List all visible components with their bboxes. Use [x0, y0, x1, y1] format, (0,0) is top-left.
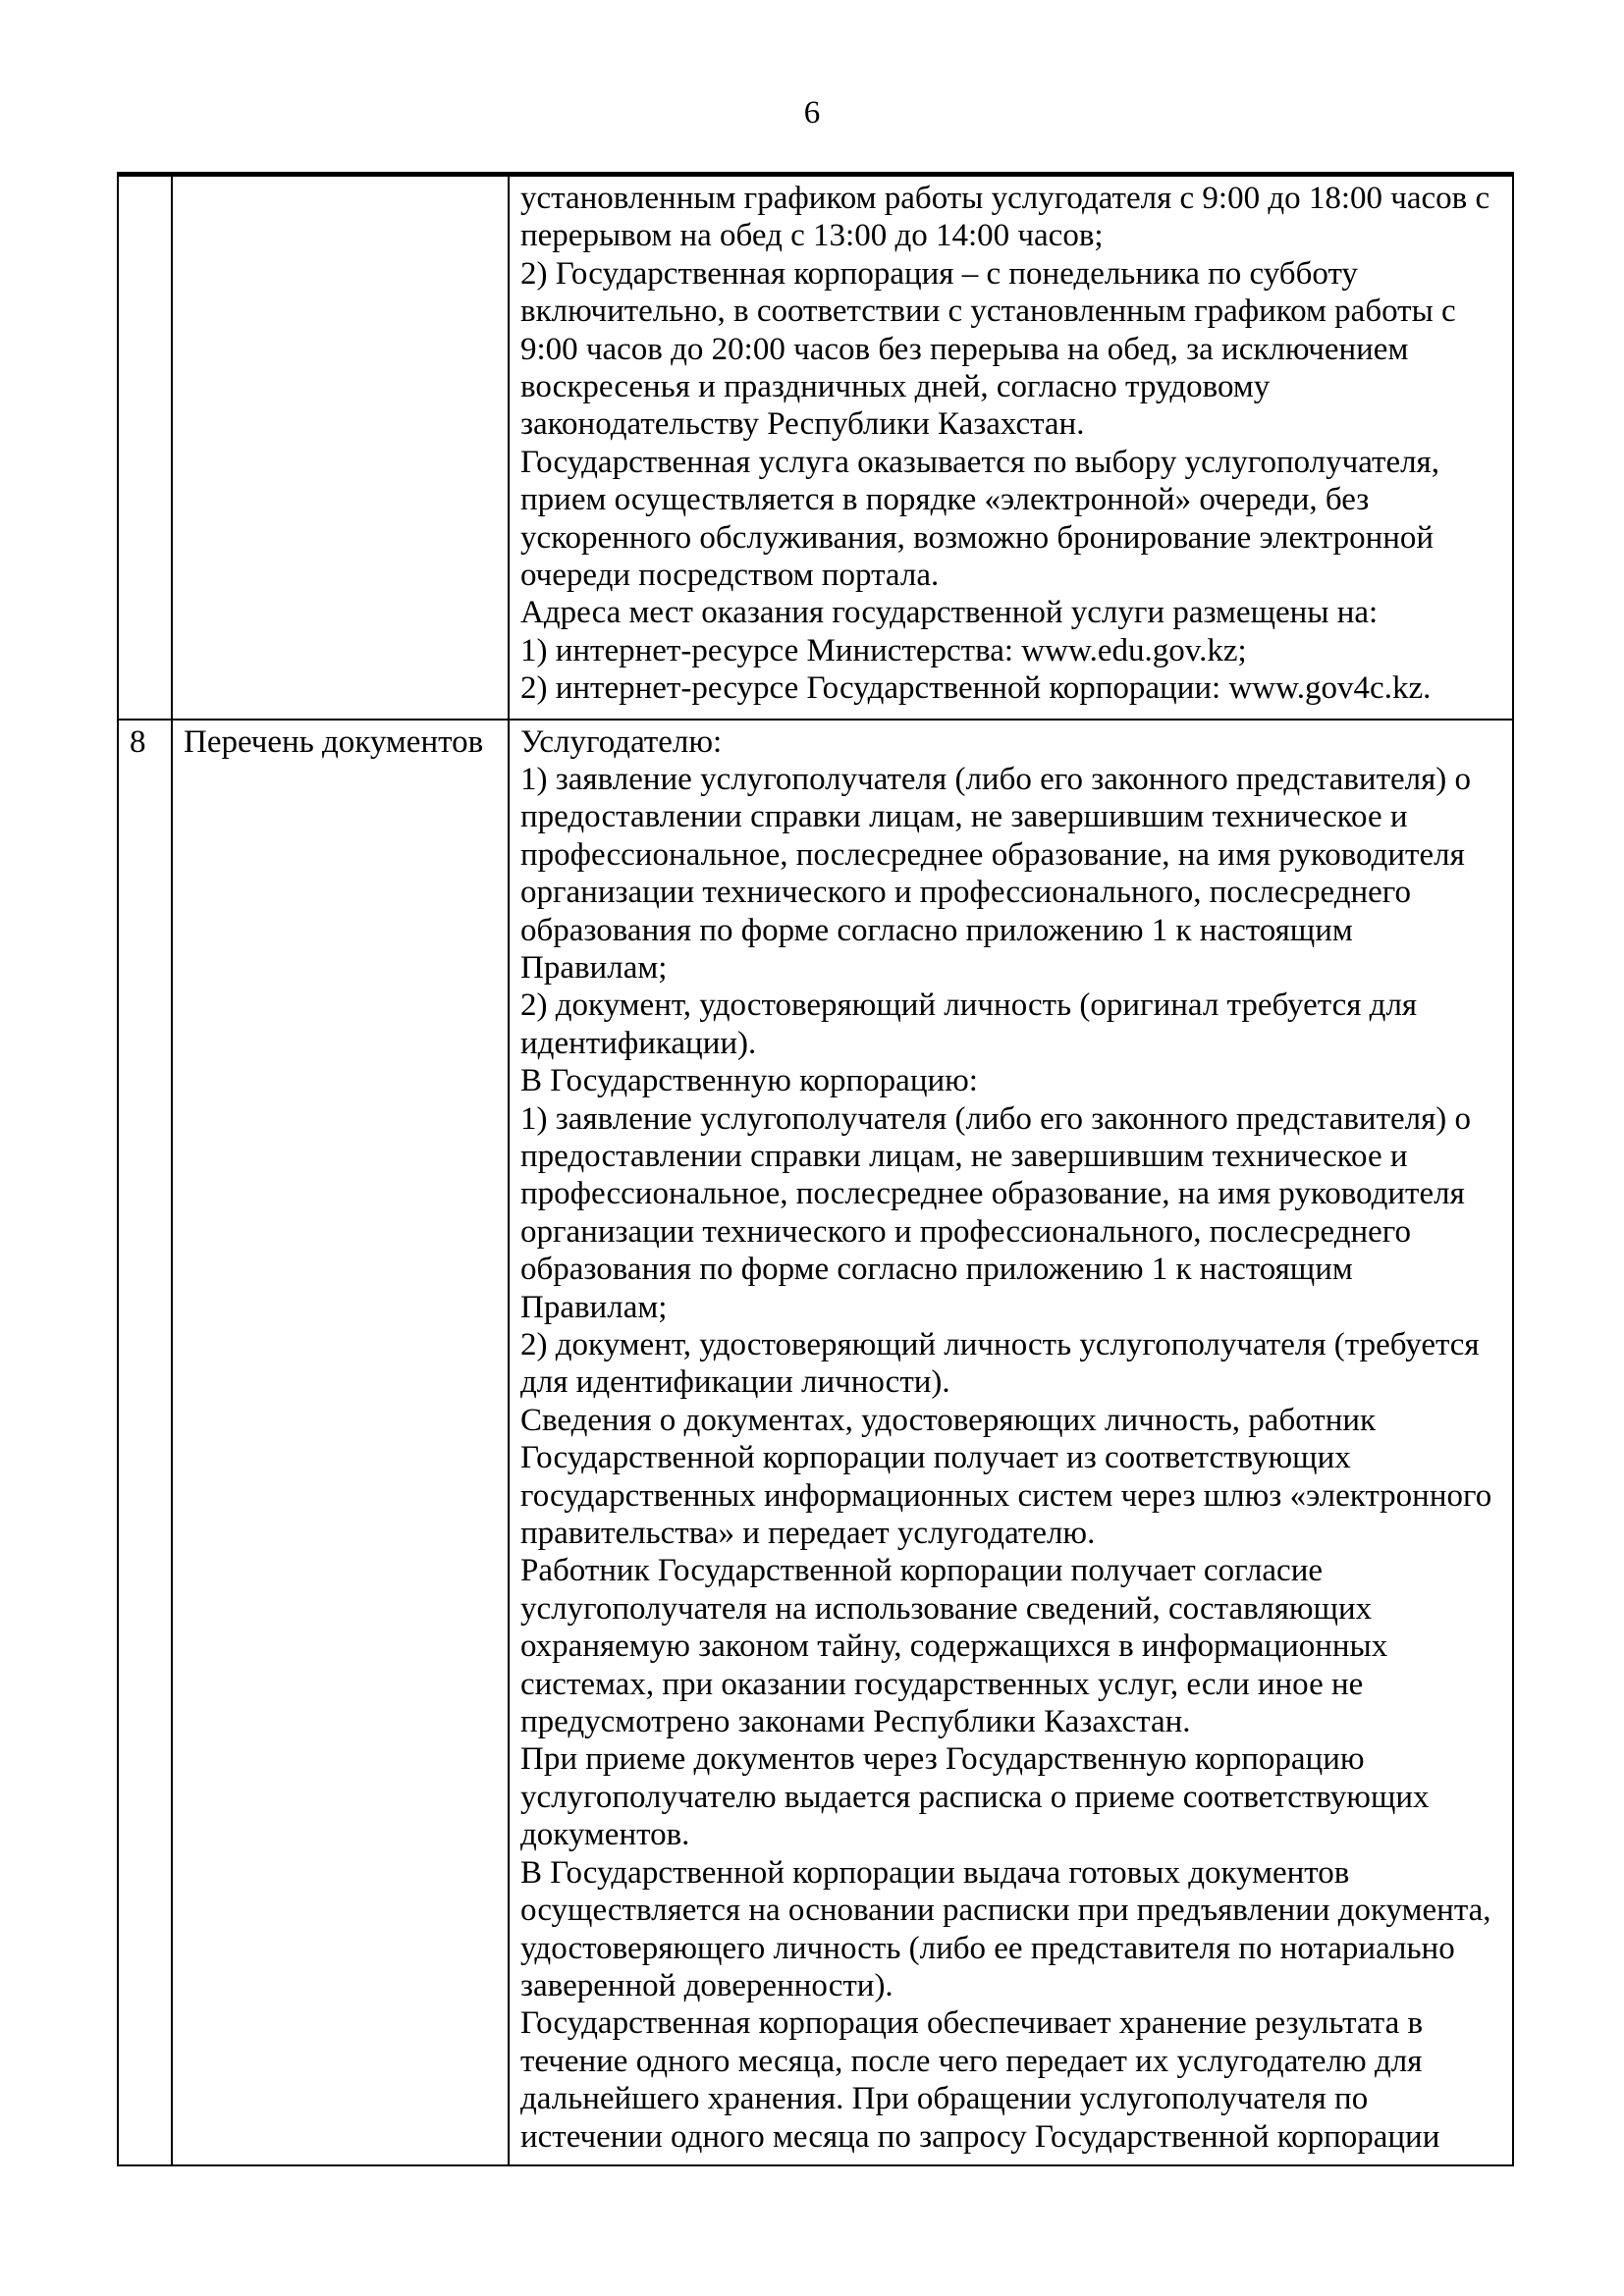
- paragraph: установленным графиком работы услугодателя с 9:00 до 18:00 часов с перерывом на обед с 13:00 до 14:00 часов;: [520, 181, 1490, 254]
- page-number: 6: [803, 95, 821, 131]
- row-label-cell: Перечень документов: [172, 720, 509, 2165]
- paragraph: Государственная услуга оказывается по выбору услугополучателя, прием осуществляется в порядке «электронной» очереди, без ускоренного обслуживания, возможно бронирование электронной очереди посредством портала.: [520, 444, 1439, 594]
- paragraph: Сведения о документах, удостоверяющих личность, работник Государственной корпорации получает из соответствующих государственных информационных систем через шлюз «электронного правительства» и передает услугодателю.: [520, 1402, 1492, 1552]
- row-content-cell: [509, 175, 1513, 720]
- paragraph: 2) документ, удостоверяющий личность услугополучателя (требуется для идентификации личности).: [520, 1327, 1480, 1401]
- paragraph: 2) документ, удостоверяющий личность (оригинал требуется для идентификации).: [520, 988, 1418, 1061]
- paragraph: 1) заявление услугополучателя (либо его законного представителя) о предоставлении справки лицам, не завершившим техническое и профессиональное, послесреднее образование, на имя руководителя организации технического и профессионального, послесреднего образования по форме согласно приложению 1 к настоящим Правилам;: [520, 761, 1472, 986]
- paragraph: 2) интернет-ресурсе Государственной корпорации: www.gov4c.kz.: [520, 670, 1432, 707]
- document-table: [117, 172, 1514, 2166]
- paragraph: 2) Государственная корпорация – с понедельника по субботу включительно, в соответствии с установленным графиком работы с 9:00 часов до 20:00 часов без перерыва на обед, за исключением воскресенья и праздничных дней, согласно трудовому законодательству Республики Казахстан.: [520, 255, 1456, 443]
- paragraph: В Государственную корпорацию:: [520, 1063, 978, 1099]
- paragraph: 1) интернет-ресурсе Министерства: www.edu.gov.kz;: [520, 632, 1247, 668]
- paragraph: В Государственной корпорации выдача готовых документов осуществляется на основании расписки при предъявлении документа, удостоверяющего личность (либо ее представителя по нотариально заверенной доверенности).: [520, 1854, 1491, 2003]
- paragraph: Адреса мест оказания государственной услуги размещены на:: [520, 595, 1379, 631]
- row-label-cell: [172, 175, 509, 720]
- paragraph: 1) заявление услугополучателя (либо его законного представителя) о предоставлении справки лицам, не завершившим техническое и профессиональное, послесреднее образование, на имя руководителя организации технического и профессионального, послесреднего образования по форме согласно приложению 1 к настоящим Правилам;: [520, 1100, 1472, 1325]
- paragraph: Государственная корпорация обеспечивает хранение результата в течение одного месяца, после чего передает их услугодателю для дальнейшего хранения. При обращении услугополучателя по истечении одного месяца по запросу Государственной корпорации: [520, 2005, 1440, 2155]
- row-number-cell: 8: [118, 720, 172, 2165]
- paragraph: Услугодателю:: [520, 723, 723, 760]
- paragraph: При приеме документов через Государственную корпорацию услугополучателю выдается расписка о приеме соответствующих документов.: [520, 1741, 1430, 1853]
- table-row-continuation: [118, 175, 1513, 720]
- table-row-8: [118, 720, 1513, 2165]
- row-number-cell: [118, 175, 172, 720]
- row-content-cell: [509, 720, 1513, 2165]
- paragraph: Работник Государственной корпорации получает согласие услугополучателя на использование сведений, составляющих охраняемую законом тайну, содержащихся в информационных системах, при оказании государственных услуг, если иное не предусмотрено законами Республики Казахстан.: [520, 1553, 1388, 1740]
